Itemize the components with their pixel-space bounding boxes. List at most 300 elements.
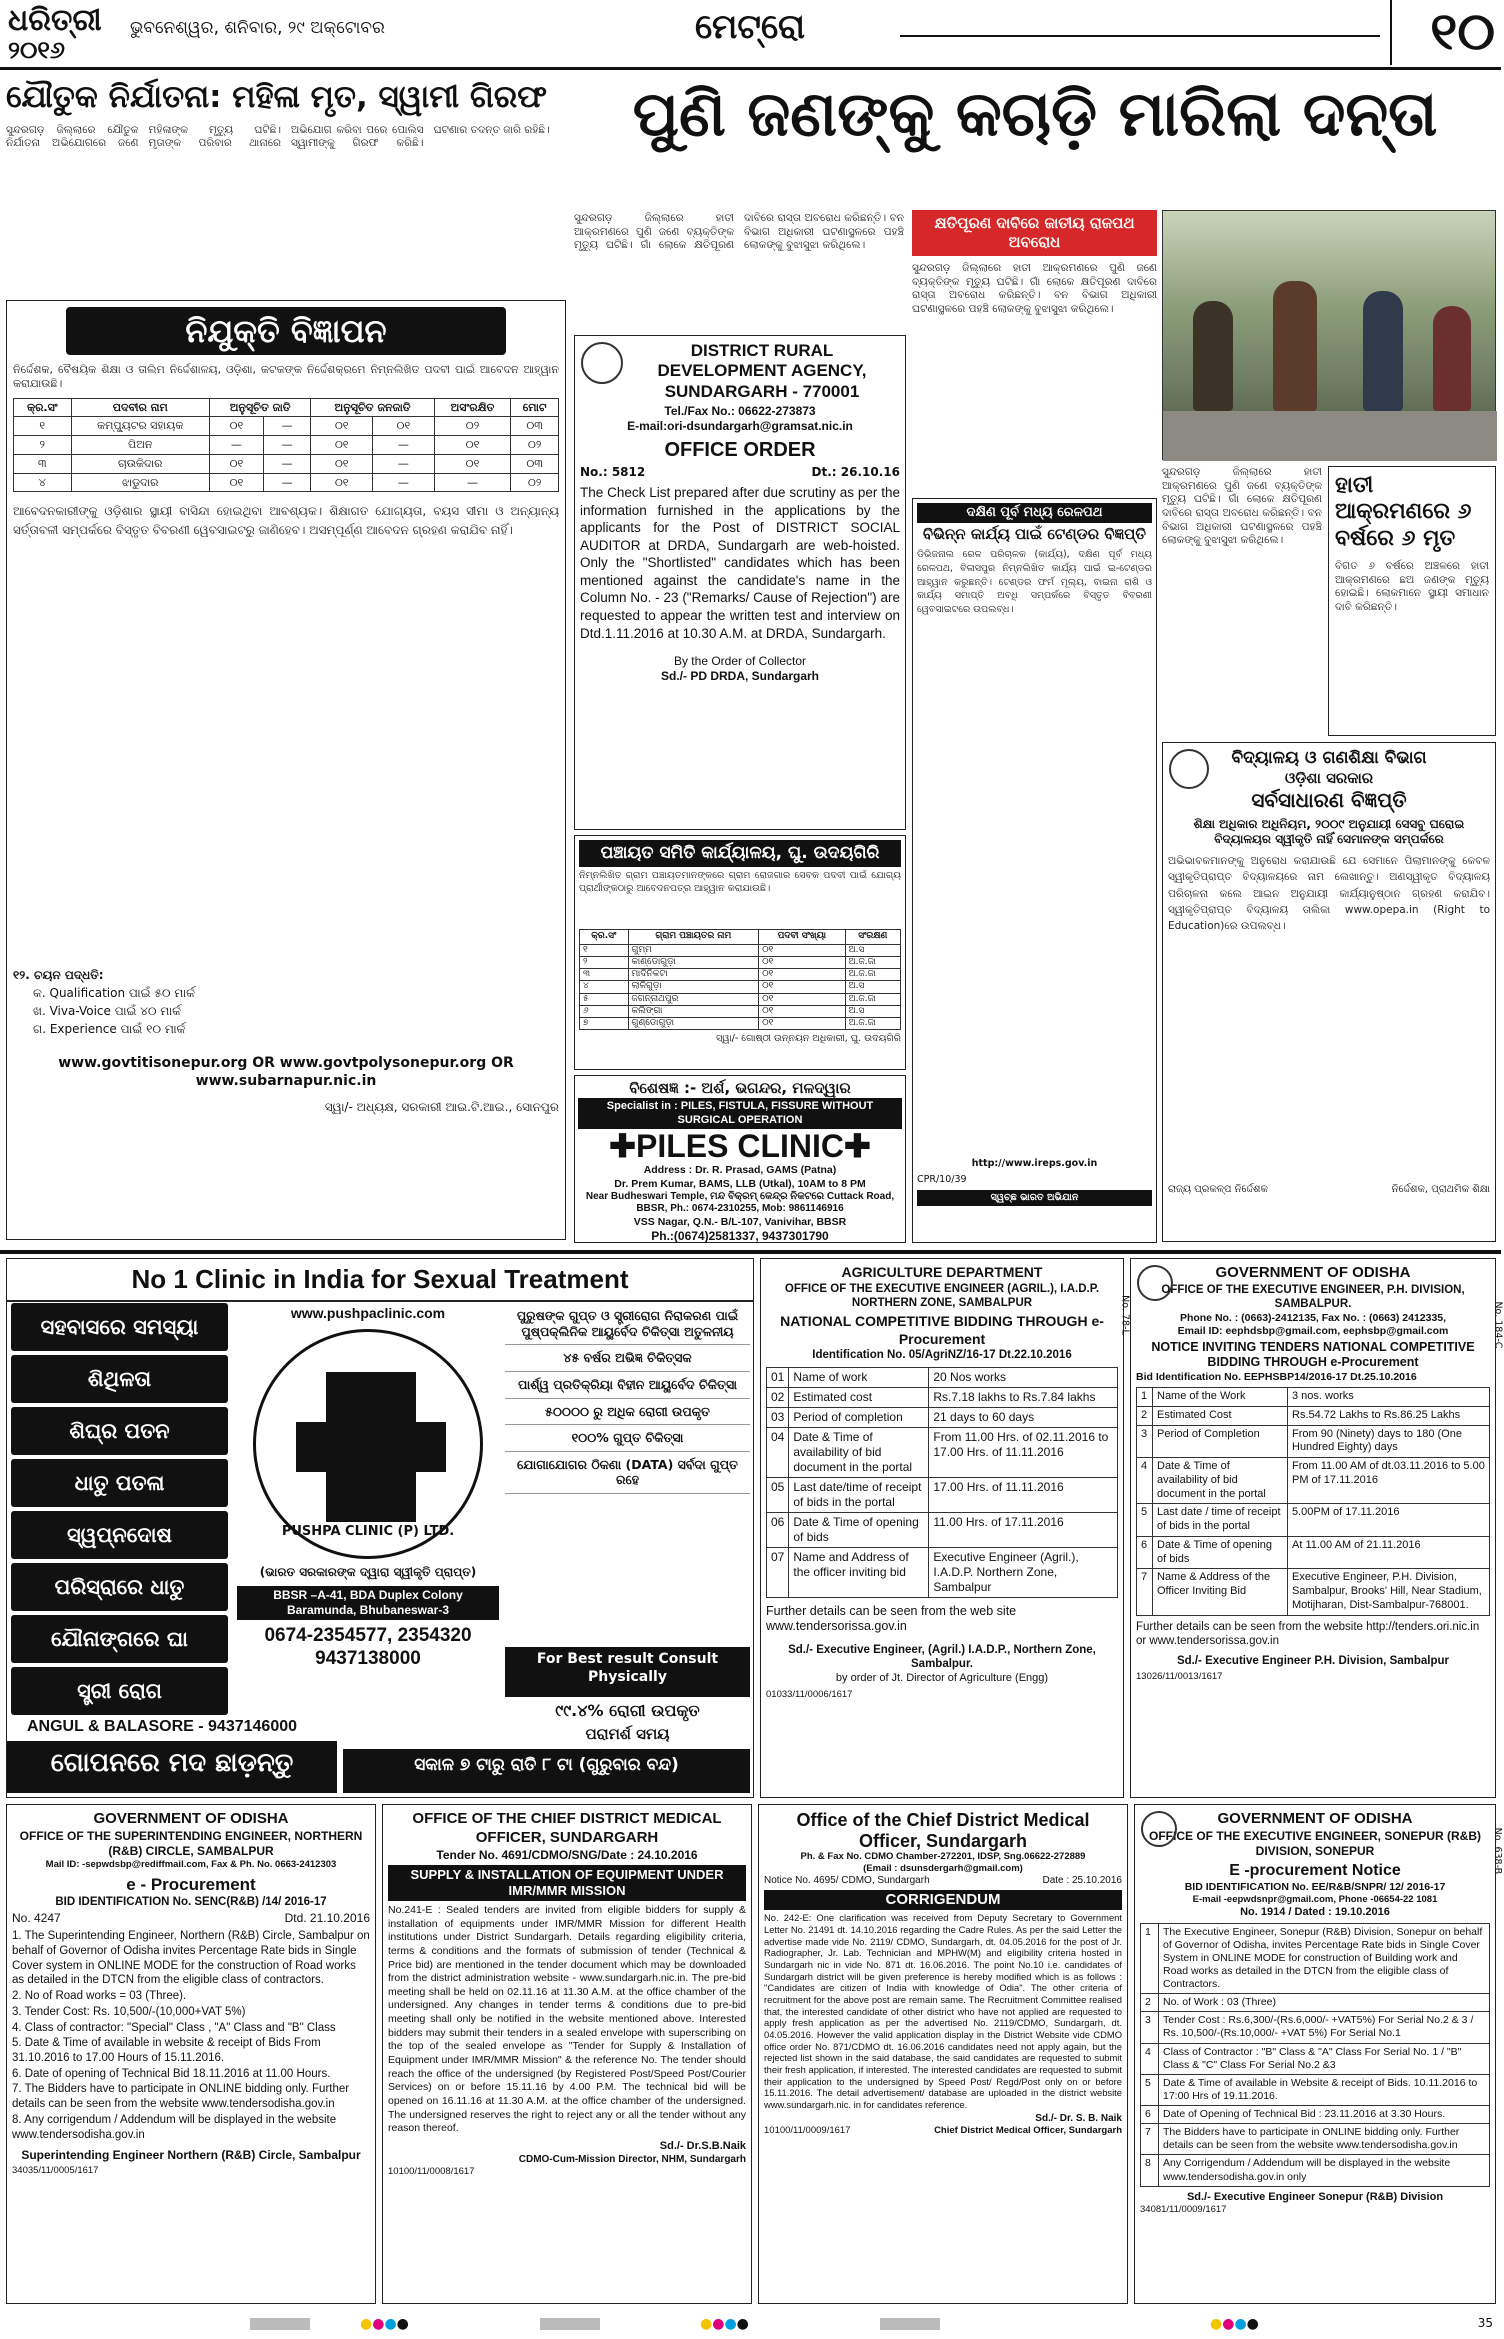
- table-cell: —: [209, 436, 263, 455]
- table-cell: ଚାଉକିଦାର: [71, 454, 209, 473]
- cdmo2-ref: 10100/11/0009/1617: [764, 2125, 851, 2137]
- table-row: [14, 436, 559, 455]
- nrb-org: GOVERNMENT OF ODISHA: [93, 1810, 289, 1827]
- table-cell: ୨: [14, 436, 72, 455]
- dowry-story: [6, 80, 566, 295]
- table-cell: ୦୧: [759, 981, 845, 993]
- table-cell: Last date/time of receipt of bids in the portal: [789, 1477, 929, 1512]
- section-divider: [0, 1250, 1501, 1254]
- drda-sign: Sd./- PD DRDA, Sundargarh: [660, 669, 819, 684]
- cdmo-corrigendum-ad: [758, 1804, 1128, 2304]
- registration-marks: [360, 2316, 409, 2334]
- piles-phone: Ph.:(0674)2581337, 9437301790: [651, 1228, 829, 1243]
- cdmo2-desig: Chief District Medical Officer, Sundargarh: [934, 2125, 1122, 2137]
- clinic-mobile: 9437138000: [315, 1648, 421, 1670]
- nrb-meta: [12, 1911, 370, 1926]
- cdmo2-email: (Email : dsunsdergarh@gmail.com): [863, 1863, 1023, 1875]
- col-total: ମୋଟ: [511, 398, 559, 417]
- railway-ad: [912, 498, 1157, 1243]
- agri-side-no: No. 78-L: [1120, 1295, 1132, 1335]
- sub-body: ବିଗତ ୬ ବର୍ଷରେ ଅଞ୍ଚଳରେ ହାତୀ ଆକ୍ରମଣରେ ଛଅ ଜଣଙ୍କ ମୃତ୍ୟୁ ହୋଇଛି। ଲୋକମାନେ ସ୍ଥାୟୀ ସମାଧାନ ଦାବି କରିଛନ୍ତି।: [1335, 560, 1489, 614]
- photo-caption: କ୍ଷତିପୂରଣ ଦାବିରେ ଜାତୀୟ ରାଜପଥ ଅବରୋଧ: [934, 214, 1135, 251]
- table-cell: —: [373, 436, 435, 455]
- table-row: [580, 956, 901, 968]
- table-cell: 6: [1141, 2106, 1159, 2124]
- table-cell: ୪: [580, 981, 629, 993]
- table-cell: 2: [1141, 1994, 1159, 2012]
- photo-figure: [1363, 291, 1403, 411]
- edu-intro: ଶିକ୍ଷା ଅଧିକାର ଅଧିନିୟମ, ୨୦୦୯ ଅନୁଯାୟୀ ସେସବୁ ଘରୋଇ ବିଦ୍ୟାଳୟର ସ୍ୱୀକୃତି ନାହିଁ ସେମାନଙ୍କ ସମ୍ପର୍କରେ: [1193, 817, 1465, 846]
- drda-org: DISTRICT RURAL DEVELOPMENT AGENCY, SUNDARGARH - 770001: [657, 341, 867, 401]
- sonepur-title: E -procurement Notice: [1229, 1861, 1401, 1879]
- headline: ପୁଣି ଜଣଙ୍କୁ କଚାଡ଼ି ମାରିଲା ଦନ୍ତା: [632, 77, 1438, 150]
- table-row: [580, 981, 901, 993]
- table-row: [1137, 1504, 1490, 1537]
- list-item: 7. The Bidders have to participate in ONLINE bidding only. Further details can be seen from the website www.tendersodisha.gov.in: [12, 2083, 350, 2111]
- claims-list: [505, 1303, 750, 1643]
- edu-signs: [1168, 1184, 1490, 1197]
- cdmo1-tender: Tender No. 4691/CDMO/SNG/Date : 24.10.2016: [436, 1847, 698, 1862]
- phd-ident: Bid Identification No. EEPHSBP14/2016-17 Dt.25.10.2016: [1136, 1371, 1417, 1383]
- table-cell: From 11.00 Hrs. of 02.11.2016 to 17.00 Hrs. of 11.11.2016: [929, 1427, 1118, 1477]
- table-cell: Executive Engineer (Agril.), I.A.D.P. Northern Zone, Sambalpur: [929, 1547, 1118, 1597]
- logo-text: PUSHPA CLINIC (P) LTD.: [281, 1523, 455, 1539]
- table-row: [1137, 1569, 1490, 1615]
- nrb-no: No. 4247: [12, 1911, 61, 1926]
- ad-title: ନିଯୁକ୍ତି ବିଜ୍ଞାପନ: [66, 307, 506, 355]
- table-cell: ୦୧: [209, 454, 263, 473]
- table-cell: ମାଦିନିକଟା: [628, 969, 759, 981]
- dot-icon: ●: [1234, 2316, 1247, 2332]
- phd-email: Email ID: eephdsbp@gmail.com, eephsbp@gmail.com: [1177, 1324, 1449, 1337]
- claim-item: ୧୦୦% ଗୁପ୍ତ ଚିକିତ୍ସା: [505, 1425, 750, 1452]
- selection-label: ୧୨. ଚୟନ ପଦ୍ଧତି:: [13, 968, 104, 983]
- clinic-recognized: (ଭାରତ ସରକାରଙ୍କ ଦ୍ୱାରା ସ୍ୱୀକୃତି ପ୍ରାପ୍ତ): [259, 1564, 477, 1579]
- table-row: [767, 1547, 1118, 1597]
- drda-dt: Dt.: 26.10.16: [811, 465, 900, 480]
- table-cell: 7: [1141, 2124, 1159, 2155]
- list-item: 2. No of Road works = 03 (Three).: [12, 1990, 187, 2003]
- table-cell: —: [373, 454, 435, 473]
- table-cell: କଲିଙ୍ଗା: [628, 1005, 759, 1017]
- table-cell: ୦୧: [759, 969, 845, 981]
- col-count: ପଦବୀ ସଂଖ୍ୟା: [759, 930, 845, 944]
- edu-body: ଅଭିଭାବକମାନଙ୍କୁ ଅନୁରୋଧ କରାଯାଉଛି ଯେ ସେମାନେ ପିଲାମାନଙ୍କୁ କେବଳ ସ୍ୱୀକୃତିପ୍ରାପ୍ତ ବିଦ୍ୟାଳୟରେ ନାମ ଲେଖାନ୍ତୁ। ଅଣସ୍ୱୀକୃତ ବିଦ୍ୟାଳୟ ପରିଚାଳନା କଲେ ଆଇନ ଅନୁଯାୟୀ କାର୍ଯ୍ୟାନୁଷ୍ଠାନ ଗ୍ରହଣ କରାଯିବ। ସ୍ୱୀକୃତିପ୍ରାପ୍ତ ବିଦ୍ୟାଳୟ ତାଲିକା www.opepa.in (Right to Education)ରେ ଉପଲବ୍ଧ।: [1168, 855, 1490, 933]
- dot-icon: ●: [1210, 2316, 1223, 2332]
- story-body: ସୁନ୍ଦରଗଡ଼ ଜିଲ୍ଲାରେ ଯୌତୁକ ନିର୍ଯାତନା ଅଭିଯୋଗରେ ଜଣେ ମହିଳାଙ୍କ ମୃତ୍ୟୁ ଘଟିଛି। ମୃତାଙ୍କ ପରିବାର ଥାନାରେ ଅଭିଯୋଗ କରିବା ପରେ ପୋଲିସ ସ୍ୱାମୀଙ୍କୁ ଗିରଫ କରିଛି। ଘଟଣାର ତଦନ୍ତ ଜାରି ରହିଛି।: [6, 123, 550, 150]
- cdmo2-date: Date : 25.10.2016: [1042, 1875, 1122, 1887]
- sonepur-side-no: No. 638-B: [1492, 1827, 1504, 1875]
- clinic-timing: ସକାଳ ୭ ଟାରୁ ରାତି ୮ ଟା (ଗୁରୁବାର ବନ୍ଦ): [343, 1749, 750, 1793]
- cdmo1-sign: Sd./- Dr.S.B.Naik: [659, 2139, 746, 2152]
- table-cell: ଅ.ସ: [845, 944, 900, 956]
- list-item: 1. The Superintending Engineer, Northern (R&B) Circle, Sambalpur on behalf of Governor of Odisha invites Percentage Rate bids in Single Cover system in ONLINE MODE for the construction of Road works as detailed in the DTCN from the eligible class of contractors.: [12, 1930, 370, 1987]
- registration-marks: [1210, 2316, 1259, 2334]
- cross-icon: [296, 1422, 446, 1472]
- table-cell: 1: [1137, 1388, 1153, 1407]
- table-cell: Date & Time of available in Website & receipt of Bids. 10.11.2016 to 17:00 Hrs of 19.11.2016.: [1159, 2074, 1490, 2105]
- table-cell: —: [434, 473, 511, 492]
- table-cell: 20 Nos works: [929, 1367, 1118, 1387]
- table-cell: 01: [767, 1367, 789, 1387]
- cdmo2-sign: Sd./- Dr. S. B. Naik: [1035, 2112, 1122, 2124]
- dot-icon: ●: [360, 2316, 373, 2332]
- table-cell: ୦୧: [759, 1005, 845, 1017]
- color-bar: [540, 2318, 600, 2330]
- problem-item: ସ୍ୱପ୍ନଦୋଷ: [11, 1511, 228, 1559]
- protest-photo: [1162, 210, 1496, 460]
- clinic-consult-label: ପରାମର୍ଶ ସମୟ: [585, 1725, 670, 1743]
- table-cell: ଜଗନ୍ନାଥପୁର: [628, 993, 759, 1005]
- table-cell: ପିଅନ: [71, 436, 209, 455]
- cdmo2-notice: Notice No. 4695/ CDMO, Sundargarh: [764, 1875, 930, 1887]
- col-sc: ଅନୁସୂଚିତ ଜାତି: [209, 398, 310, 417]
- northern-rb-ad: [6, 1804, 376, 2304]
- color-bar: [250, 2318, 310, 2330]
- table-cell: ୦୩: [511, 417, 559, 436]
- sonepur-ad: [1134, 1804, 1504, 2304]
- list-item: 8. Any corrigendum / Addendum will be displayed in the website www.tendersodisha.gov.in: [12, 2113, 337, 2141]
- elephant-story: [574, 77, 1496, 230]
- drda-ad: [574, 335, 906, 830]
- plus-icon: ✚: [609, 1128, 636, 1165]
- section-title: ମେଟ୍ରୋ: [694, 7, 806, 47]
- sonepur-office: OFFICE OF THE EXECUTIVE ENGINEER, SONEPUR (R&B) DIVISION, SONEPUR: [1148, 1828, 1482, 1858]
- phd-title: NOTICE INVITING TENDERS NATIONAL COMPETITIVE BIDDING THROUGH e-Procurement: [1151, 1339, 1475, 1370]
- table-cell: ୦୧: [759, 944, 845, 956]
- table-cell: 3: [1141, 2012, 1159, 2043]
- clinic-address: BBSR –A-41, BDA Duplex Colony Baramunda, Bhubaneswar-3: [237, 1586, 499, 1620]
- table-cell: ଅ.ସ: [845, 1005, 900, 1017]
- selection-item: କ. Qualification ପାଇଁ ୫୦ ମାର୍କ: [33, 986, 195, 1001]
- table-cell: Estimated cost: [789, 1387, 929, 1407]
- nrb-title: e - Procurement: [126, 1874, 256, 1894]
- railway-title: ବିଭିନ୍ନ କାର୍ଯ୍ୟ ପାଇଁ ଟେଣ୍ଡର ବିଜ୍ଞପ୍ତି: [922, 525, 1147, 544]
- table-cell: 17.00 Hrs. of 11.11.2016: [929, 1477, 1118, 1512]
- phd-table: [1136, 1387, 1490, 1616]
- dot-icon: ●: [724, 2316, 737, 2332]
- table-cell: No. of Work : 03 (Three): [1159, 1994, 1490, 2012]
- cdmo2-office: Office of the Chief District Medical Officer, Sundargarh: [796, 1810, 1090, 1851]
- cdmo1-ref: 10100/11/0008/1617: [388, 2166, 475, 2178]
- cdmo1-title: SUPPLY & INSTALLATION OF EQUIPMENT UNDER IMR/MMR MISSION: [388, 1865, 746, 1902]
- table-row: [14, 473, 559, 492]
- table-cell: Name & Address of the Officer Inviting Bid: [1153, 1569, 1288, 1615]
- table-cell: Name of work: [789, 1367, 929, 1387]
- registration-marks: [700, 2316, 749, 2334]
- drda-no: No.: 5812: [580, 465, 646, 480]
- agri-sign1: Sd./- Executive Engineer, (Agril.) I.A.D.P., Northern Zone, Sambalpur.: [788, 1643, 1096, 1671]
- col-sl: କ୍ର.ସଂ: [580, 930, 629, 944]
- piles-location: Near Budheswari Temple, ମନ୍ଦ ବିକ୍ରମ୍ କେନ୍ଦ୍ର ନିକଟରେ Cuttack Road, BBSR, Ph.: 0674-2310255, Mob: 9861146916: [585, 1190, 895, 1215]
- table-row: [767, 1407, 1118, 1427]
- railway-web: http://www.ireps.gov.in: [971, 1158, 1098, 1169]
- piles-address: Address : Dr. R. Prasad, GAMS (Patna): [643, 1164, 837, 1177]
- railway-ref: CPR/10/39: [917, 1173, 967, 1185]
- table-row: [580, 944, 901, 956]
- table-row: [580, 993, 901, 1005]
- phd-ad: [1130, 1258, 1504, 1798]
- dateline: ଭୁବନେଶ୍ୱର, ଶନିବାର, ୨୯ ଅକ୍ଟୋବର: [130, 18, 385, 38]
- table-cell: —: [263, 436, 310, 455]
- table-cell: ୫: [580, 993, 629, 1005]
- table-cell: —: [263, 417, 310, 436]
- dot-icon: ●: [1246, 2316, 1259, 2332]
- problem-item: ଧାତୁ ପତଳା: [11, 1459, 228, 1507]
- table-cell: ୦୨: [511, 473, 559, 492]
- photo-figure: [1193, 301, 1233, 411]
- table-cell: ୦୧: [434, 436, 511, 455]
- table-cell: —: [263, 473, 310, 492]
- cdmo-tender-ad: [382, 1804, 752, 2304]
- table-cell: Any Corrigendum / Addendum will be displayed in the website www.tendersodisha.gov.in only: [1159, 2155, 1490, 2186]
- piles-ad: [574, 1075, 906, 1243]
- agri-title: NATIONAL COMPETITIVE BIDDING THROUGH e-Procurement: [780, 1313, 1104, 1347]
- panchayat-sign: ସ୍ୱା/- ଗୋଷ୍ଠୀ ଉନ୍ନୟନ ଅଧିକାରୀ, ଘୁ. ଉଦୟଗିରି: [716, 1033, 901, 1045]
- table-cell: ୦୧: [311, 417, 373, 436]
- table-row: [1141, 2155, 1490, 2186]
- piles-specialist: Specialist in : PILES, FISTULA, FISSURE WITHOUT SURGICAL OPERATION: [578, 1098, 902, 1130]
- panchayat-ad: [574, 835, 906, 1070]
- agri-sign2: by order of Jt. Director of Agriculture (Engg): [835, 1671, 1049, 1684]
- nrb-bid: BID IDENTIFICATION No. SENC(R&B) /14/ 2016-17: [55, 1895, 327, 1908]
- list-item: 3. Tender Cost: Rs. 10,500/-(10,000+VAT 5%): [12, 2005, 246, 2018]
- table-cell: ୦୧: [209, 417, 263, 436]
- clinic-center: [237, 1303, 499, 1703]
- table-cell: Date of Opening of Technical Bid : 23.11.2016 at 3.30 Hours.: [1159, 2106, 1490, 2124]
- list-item: 5. Date & Time of available in website & receipt of Bids From 31.10.2016 to 17.00 Hours of 15.11.2016.: [12, 2037, 321, 2064]
- table-cell: At 11.00 AM of 21.11.2016: [1288, 1536, 1490, 1569]
- table-cell: Rs.54.72 Lakhs to Rs.86.25 Lakhs: [1288, 1406, 1490, 1425]
- col-st: ଅନୁସୂଚିତ ଜନଜାତି: [311, 398, 434, 417]
- clinic-web: www.pushpaclinic.com: [290, 1305, 446, 1321]
- cdmo2-footer: [764, 2125, 1122, 2137]
- drda-body: The Check List prepared after due scrutiny as per the information furnished in the applications by the applicants for the Post of DISTRICT SOCIAL AUDITOR at DRDA, Sundargarh are web-hoisted. Only the "Shortlisted" candidates which has been mentioned against the candidate's name in the Column No. - 23 ("Remarks/ Cause of Rejection") are requested to appear the written test and interview on Dtd.1.11.2016 at 10.30 A.M. at DRDA, Sundargarh.: [580, 485, 900, 641]
- headline: ଯୌତୁକ ନିର୍ଯାତନା: ମହିଳା ମୃତ, ସ୍ୱାମୀ ଗିରଫ: [6, 79, 548, 115]
- table-row: [1141, 2106, 1490, 2124]
- table-cell: ୬: [580, 1005, 629, 1017]
- col-gp: ଗ୍ରାମ ପଞ୍ଚାୟତର ନାମ: [628, 930, 759, 944]
- elephant-body-right: ସୁନ୍ଦରଗଡ଼ ଜିଲ୍ଲାରେ ହାତୀ ଆକ୍ରମଣରେ ପୁଣି ଜଣେ ବ୍ୟକ୍ତିଙ୍କ ମୃତ୍ୟୁ ଘଟିଛି। ଗାଁ ଲୋକେ କ୍ଷତିପୂରଣ ଦାବିରେ ରାସ୍ତା ଅବରୋଧ କରିଛନ୍ତି। ବନ ବିଭାଗ ଅଧିକାରୀ ଘଟଣାସ୍ଥଳରେ ପହଞ୍ଚି ଲୋକଙ୍କୁ ବୁଝାସୁଝା କରିଥିଲେ।: [912, 262, 1157, 315]
- table-cell: Period of Completion: [1153, 1425, 1288, 1458]
- table-cell: ୦୨: [434, 417, 511, 436]
- table-row: [1141, 1994, 1490, 2012]
- table-cell: ୦୧: [209, 473, 263, 492]
- panchayat-title: ପଞ୍ଚାୟତ ସମିତି କାର୍ଯ୍ୟାଳୟ, ଘୁ. ଉଦୟଗିରି: [579, 840, 901, 867]
- phd-ref: 13026/11/0013/1617: [1136, 1670, 1223, 1682]
- claim-item: ୪୫ ବର୍ଷର ଅଭିଜ୍ଞ ଚିକିତ୍ସକ: [505, 1345, 750, 1372]
- table-cell: The Bidders have to participate in ONLINE bidding only. Further details can be seen from the website www.tendersodisha.gov.in: [1159, 2124, 1490, 2155]
- table-cell: From 11.00 AM of dt.03.11.2016 to 5.00 PM of 17.11.2016: [1288, 1458, 1490, 1504]
- table-cell: 21 days to 60 days: [929, 1407, 1118, 1427]
- table-cell: Rs.7.18 lakhs to Rs.7.84 lakhs: [929, 1387, 1118, 1407]
- claim-item: ପାର୍ଶ୍ୱ ପ୍ରତିକ୍ରିୟା ବିହୀନ ଆୟୁର୍ବେଦ ଚିକିତ୍ସା: [505, 1372, 750, 1399]
- table-cell: ୦୧: [311, 473, 373, 492]
- table-row: [767, 1477, 1118, 1512]
- nrb-items: [12, 1929, 370, 2142]
- sonepur-emblem-icon: [1141, 1811, 1177, 1847]
- table-row: [1141, 2124, 1490, 2155]
- selection-item: ଖ. Viva-Voice ପାଇଁ ୪୦ ମାର୍କ: [33, 1004, 181, 1019]
- table-cell: ୦୧: [759, 956, 845, 968]
- table-cell: ୦୨: [511, 436, 559, 455]
- recruitment-ad: [6, 300, 566, 1240]
- table-cell: 06: [767, 1512, 789, 1547]
- table-cell: —: [263, 454, 310, 473]
- panchayat-body: ନିମ୍ନଲିଖିତ ଗ୍ରାମ ପଞ୍ଚାୟତମାନଙ୍କରେ ଗ୍ରାମ ରୋଜଗାର ସେବକ ପଦବୀ ପାଇଁ ଯୋଗ୍ୟ ପ୍ରାର୍ଥୀଙ୍କଠାରୁ ଆବେଦନପତ୍ର ଆହ୍ୱାନ କରାଯାଉଛି।: [579, 870, 901, 894]
- agri-ident: Identification No. 05/AgriNZ/16-17 Dt.22.10.2016: [812, 1349, 1072, 1362]
- clinic-name: PILES CLINIC: [635, 1128, 844, 1165]
- claim-item: ଯୋଗାଯୋଗର ଠିକଣା (DATA) ସର୍ବଦା ଗୁପ୍ତ ରହେ: [505, 1452, 750, 1494]
- clinic-logo: [253, 1329, 483, 1559]
- table-cell: 05: [767, 1477, 789, 1512]
- ad-intro: ନିର୍ଦ୍ଦେଶକ, ବୈଷୟିକ ଶିକ୍ଷା ଓ ତାଲିମ ନିର୍ଦ୍ଦେଶାଳୟ, ଓଡ଼ିଶା, କଟକଙ୍କ ନିର୍ଦ୍ଦେଶକ୍ରମେ ନିମ୍ନଲିଖିତ ପଦବୀ ପାଇଁ ଆବେଦନ ଆହ୍ୱାନ କରାଯାଉଛି।: [13, 363, 559, 391]
- table-row: [14, 417, 559, 436]
- sub-story: [1328, 466, 1496, 736]
- cdmo2-body: No. 242-E: One clarification was received from Deputy Secretary to Government Letter No. 21491 dt. 14.10.2016 regarding the Cadre Rules. As per the said Letter the advertise made vide No. 2119/ CDMO, Sundargarh, dt. 04.05.2016 for the post of Jr. Radiographer, Jr. Lab. Technician and MPHW(M) and eligibility criteria hosted in Sundargarh nic in vide No. 871 dt. 16.06.2016. The point No.10 i.e. candidates of Sundargarh district will be given preference is hereby modified which is as follows : "Candidates are citizen of India with knowledge of Odia". The other criteria of recruitment for the above post are remain same. The Recruitment Committee realised that, the interested candidate of other district who have not applied are requested to apply fresh application as per the advertised No. 2119/CDMO, Sundargarh, dt. 04.05.2016. However the valid application display in the District Website vide CDMO office order No. 871/CDMO dt. 16.06.2016 candidates need not apply again, but the rejected list shown in the said database, the said candidates are requested to submit their fresh application, if interested. The interested candidates are requested to submit their application to the undersigned by Speed Post/ Regd/Post only on or before 15.11.2016. The detail advertisement/ database are uploaded in the district website www.sundargarh.nic. in for candidates reference.: [764, 1912, 1122, 2110]
- col-reservation: ସଂରକ୍ଷଣ: [845, 930, 900, 944]
- table-row: [1141, 2074, 1490, 2105]
- table-row: [580, 969, 901, 981]
- table-cell: ୧: [580, 944, 629, 956]
- paper-year: ୨୦୧୬: [8, 38, 65, 64]
- panchayat-table: [579, 929, 901, 1030]
- sonepur-sign: Sd./- Executive Engineer Sonepur (R&B) Division: [1186, 2190, 1444, 2203]
- nrb-office: OFFICE OF THE SUPERINTENDING ENGINEER, NORTHERN (R&B) CIRCLE, SAMBALPUR: [19, 1828, 363, 1858]
- sonepur-ref: 34081/11/0009/1617: [1140, 2204, 1227, 2216]
- sonepur-bid: BID IDENTIFICATION No. EE/R&B/SNPR/ 12/ 2016-17: [1184, 1880, 1446, 1893]
- table-row: [580, 1018, 901, 1030]
- ad-websites: www.govtitisonepur.org OR www.govtpolysonepur.org OR www.subarnapur.nic.in: [58, 1055, 514, 1089]
- edu-title3: ସର୍ବସାଧାରଣ ବିଜ୍ଞପ୍ତି: [1251, 788, 1407, 812]
- phd-office: OFFICE OF THE EXECUTIVE ENGINEER, P.H. DIVISION, SAMBALPUR.: [1161, 1283, 1465, 1311]
- drda-order-title: OFFICE ORDER: [664, 439, 816, 462]
- table-cell: 03: [767, 1407, 789, 1427]
- table-cell: Estimated Cost: [1153, 1406, 1288, 1425]
- sonepur-email: E-mail -eepwdsnpr@gmail.com, Phone -06654-22 1081: [1192, 1893, 1438, 1905]
- cdmo1-body: No.241-E : Sealed tenders are invited from eligible bidders for supply & installation of equipments under IMR/MMR Mission for different Health institutions under District Sundargarh. Details regarding eligibility criteria, terms & conditions and the formats of submission of tender (Technical & Price bid) are mentioned in the tender document which may be downloaded from the district administration website - www.sundargarh.nic.in. The pre-bid meeting shall be held on 02.11.16 at 11.30 A.M. at the office chamber of the undersigned. Any changes in tender terms & conditions due to pre-bid meeting shall only be notified in the website mentioned above. Interested bidders may submit their tenders in a sealed envelope with superscribing on the top of the sealed envelope as "Tender for Supply & Installation of Equipment under IMR/MMR Mission" & the reference No. The tender should reach the office of the undersigned (by Registered Post/Speed Post/Courier Services) on or before 15.11.16 by 4.00 P.M. The technical bid will be opened on 16.11.16 at 11.30 A.M. at the office chamber of the undersigned. The undersigned reserves the right to reject any or all the tender without any reason thereof.: [388, 1904, 746, 2135]
- railway-org: ଦକ୍ଷିଣ ପୂର୍ବ ମଧ୍ୟ ରେଳପଥ: [917, 503, 1152, 523]
- claim-item: ପୁରୁଷଙ୍କ ଗୁପ୍ତ ଓ ସ୍ତ୍ରୀରୋଗ ନିରାକରଣ ପାଇଁ ପୁଷ୍ପକ୍ଲିନିକ ଆୟୁର୍ବେଦ ଚିକିତ୍ସା ଅତୁଳନୀୟ: [505, 1303, 750, 1345]
- table-cell: 02: [767, 1387, 789, 1407]
- col-post: ପଦବୀର ନାମ: [71, 398, 209, 417]
- table-cell: ୭: [580, 1018, 629, 1030]
- table-cell: 7: [1137, 1569, 1153, 1615]
- table-cell: ୦୧: [759, 993, 845, 1005]
- table-cell: From 90 (Ninety) days to 180 (One Hundred Eighty) days: [1288, 1425, 1490, 1458]
- edu-sign-left: ରାଜ୍ୟ ପ୍ରକଳ୍ପ ନିର୍ଦ୍ଦେଶକ: [1168, 1184, 1268, 1195]
- table-row: [767, 1427, 1118, 1477]
- problem-item: ସ୍ତ୍ରୀ ରୋଗ: [11, 1667, 228, 1715]
- cdmo2-meta: [764, 1875, 1122, 1888]
- table-cell: Tender Cost : Rs.6,300/-(Rs.6,000/- +VAT5%) For Serial No.2 & 3 / Rs. 10,500/-(Rs.10,000/- +VAT 5%) For Serial No.1: [1159, 2012, 1490, 2043]
- clinic-title: No 1 Clinic in India for Sexual Treatment: [7, 1259, 753, 1302]
- table-cell: ୦୧: [434, 454, 511, 473]
- table-cell: 5: [1137, 1504, 1153, 1537]
- list-item: 4. Class of contractor: "Special" Class , "A" Class and "B" Class: [12, 2021, 336, 2034]
- phd-phone: Phone No. : (0663)-2412135, Fax No. : (0663) 2412335,: [1179, 1311, 1447, 1324]
- sonepur-no: No. 1914 / Dated : 19.10.2016: [1240, 1905, 1390, 1918]
- footer-page-number: 35: [1477, 2316, 1493, 2330]
- agri-footer: Further details can be seen from the web site www.tendersorissa.gov.in: [766, 1603, 1017, 1634]
- table-cell: Date & Time of opening of bids: [789, 1512, 929, 1547]
- photo-figure: [1433, 306, 1471, 411]
- table-cell: 4: [1141, 2043, 1159, 2074]
- photo-road: [1163, 411, 1497, 461]
- table-cell: ୦୧: [311, 436, 373, 455]
- agri-table: [766, 1367, 1118, 1598]
- rules-body: ଆବେଦନକାରୀଙ୍କୁ ଓଡ଼ିଶାର ସ୍ଥାୟୀ ବାସିନ୍ଦା ହୋଇଥିବା ଆବଶ୍ୟକ। ଶିକ୍ଷାଗତ ଯୋଗ୍ୟତା, ବୟସ ସୀମା ଓ ଅନ୍ୟାନ୍ୟ ସର୍ତ୍ତାବଳୀ ସମ୍ପର୍କରେ ବିସ୍ତୃତ ବିବରଣୀ ୱେବସାଇଟରୁ ଜାଣିହେବ। ଅସମ୍ପୂର୍ଣ୍ଣ ଆବେଦନ ଗ୍ରହଣ କରାଯିବ ନାହିଁ।: [13, 504, 559, 537]
- table-cell: Date & Time of availability of bid document in the portal: [1153, 1458, 1288, 1504]
- table-cell: 4: [1137, 1458, 1153, 1504]
- table-row: [1141, 2012, 1490, 2043]
- masthead-rule: [900, 35, 1380, 37]
- piles-clinic-name: [578, 1129, 902, 1164]
- drda-meta: [580, 465, 900, 480]
- problem-item: ପରିସ୍ରାରେ ଧାତୁ: [11, 1563, 228, 1611]
- col-ur: ଅସଂରକ୍ଷିତ: [434, 398, 511, 417]
- table-row: [1137, 1425, 1490, 1458]
- table-row: [1137, 1406, 1490, 1425]
- nrb-mail: Mail ID: -sepwdsbp@rediffmail.com, Fax & Ph. No. 0663-2412303: [45, 1858, 337, 1870]
- table-cell: —: [373, 473, 435, 492]
- elephant-body-left: ସୁନ୍ଦରଗଡ଼ ଜିଲ୍ଲାରେ ହାତୀ ଆକ୍ରମଣରେ ପୁଣି ଜଣେ ବ୍ୟକ୍ତିଙ୍କ ମୃତ୍ୟୁ ଘଟିଛି। ଗାଁ ଲୋକେ କ୍ଷତିପୂରଣ ଦାବିରେ ରାସ୍ତା ଅବରୋଧ କରିଛନ୍ତି। ବନ ବିଭାଗ ଅଧିକାରୀ ଘଟଣାସ୍ଥଳରେ ପହଞ୍ଚି ଲୋକଙ୍କୁ ବୁଝାସୁଝା କରିଥିଲେ।: [574, 212, 904, 252]
- clinic-angul: ANGUL & BALASORE - 9437146000: [26, 1718, 298, 1735]
- table-cell: Last date / time of receipt of bids in the portal: [1153, 1504, 1288, 1537]
- table-cell: Date & Time of availability of bid document in the portal: [789, 1427, 929, 1477]
- plus-icon: ✚: [844, 1128, 871, 1165]
- dot-icon: ●: [372, 2316, 385, 2332]
- table-cell: 6: [1137, 1536, 1153, 1569]
- table-row: [767, 1387, 1118, 1407]
- cdmo2-title: CORRIGENDUM: [764, 1890, 1122, 1911]
- edu-title1: ବିଦ୍ୟାଳୟ ଓ ଗଣଶିକ୍ଷା ବିଭାଗ: [1231, 748, 1427, 768]
- table-cell: କାଣ୍ଡୋଗୁଡ଼ା: [628, 956, 759, 968]
- railway-slogan: ସ୍ୱଚ୍ଛ ଭାରତ ଅଭିଯାନ: [917, 1190, 1152, 1206]
- table-cell: ୦୧: [373, 417, 435, 436]
- agri-ad: [760, 1258, 1132, 1798]
- table-cell: ୪: [14, 473, 72, 492]
- table-cell: 1: [1141, 1923, 1159, 1994]
- phd-side-no: No. 184-C: [1492, 1301, 1504, 1349]
- nrb-ref: 34035/11/0005/1617: [12, 2165, 99, 2177]
- sonepur-table: [1140, 1923, 1490, 2187]
- clinic-best-result: For Best result Consult Physically: [505, 1647, 750, 1697]
- table-cell: The Executive Engineer, Sonepur (R&B) Division, Sonepur on behalf of Governor of Odisha, invites Percentage Rate bids in Single Cover System in ONLINE MODE for construction of Building work and Road works as detailed in the DTCN from the eligible class of Contractors.: [1159, 1923, 1490, 1994]
- table-cell: Executive Engineer, P.H. Division, Sambalpur, Brooks' Hill, Near Stadium, Motijharan, Dist-Sambalpur-768001.: [1288, 1569, 1490, 1615]
- edu-title2: ଓଡ଼ିଶା ସରକାର: [1284, 769, 1374, 788]
- table-cell: 04: [767, 1427, 789, 1477]
- agri-office: OFFICE OF THE EXECUTIVE ENGINEER (AGRIL.), I.A.D.P. NORTHERN ZONE, SAMBALPUR: [784, 1282, 1100, 1309]
- nrb-sign: Superintending Engineer Northern (R&B) Circle, Sambalpur: [21, 2148, 361, 2163]
- dot-icon: ●: [384, 2316, 397, 2332]
- table-cell: ୩: [14, 454, 72, 473]
- table-cell: ୩: [580, 969, 629, 981]
- problem-item: ଯୌନାଙ୍ଗରେ ଘା: [11, 1615, 228, 1663]
- table-cell: ୨: [580, 956, 629, 968]
- table-cell: କମ୍ପ୍ୟୁଟର ସହାୟକ: [71, 417, 209, 436]
- problem-list: [7, 1303, 232, 1753]
- seal-icon: [581, 342, 623, 384]
- table-row: [1137, 1458, 1490, 1504]
- table-cell: 2: [1137, 1406, 1153, 1425]
- education-ad: [1162, 742, 1496, 1242]
- clinic-quit: ଗୋପନରେ ମଦ ଛାଡ଼ନ୍ତୁ: [7, 1741, 337, 1793]
- table-cell: ଝାଡୁଦାର: [71, 473, 209, 492]
- table-cell: ଅ.ଜ.ଜା: [845, 956, 900, 968]
- problem-item: ଶିଥିଳତା: [11, 1355, 228, 1403]
- drda-tel: Tel./Fax No.: 06622-273873: [664, 404, 816, 419]
